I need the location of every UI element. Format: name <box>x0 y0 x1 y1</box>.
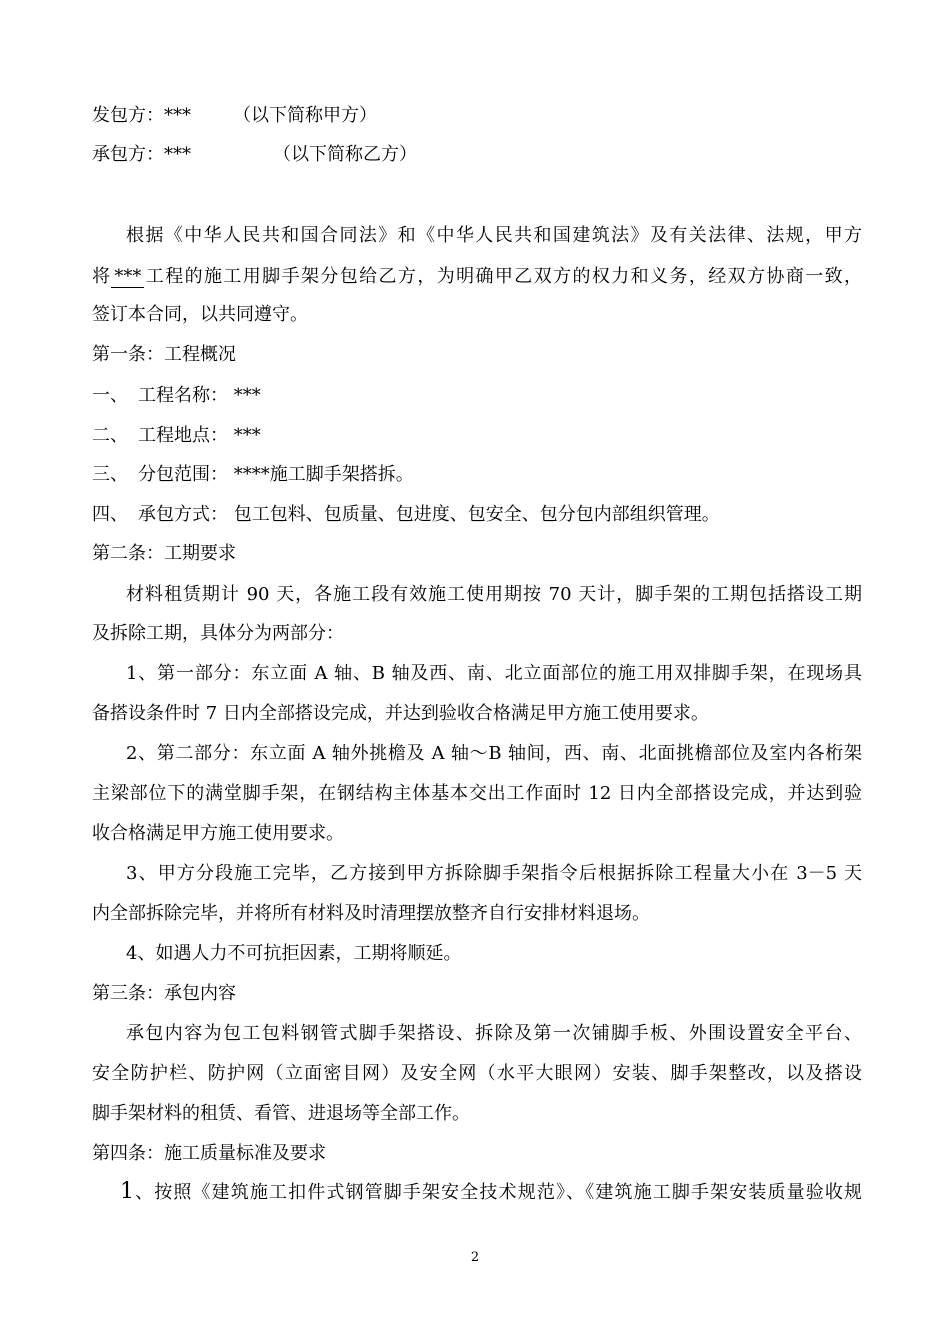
article-2-paragraph: 3、甲方分段施工完毕，乙方接到甲方拆除脚手架指令后根据拆除工程量大小在 3－5 天 <box>126 863 862 884</box>
article-2-paragraph: 内全部拆除完毕，并将所有材料及时清理摆放整齐自行安排材料退场。 <box>92 903 650 924</box>
party-a-label: 发包方：*** <box>92 105 191 126</box>
article-1-item <box>92 424 862 448</box>
article-4-title: 第四条：施工质量标准及要求 <box>92 1143 326 1164</box>
article-4-item-text: 、按照《建筑施工扣件式钢管脚手架安全技术规范》、《建筑施工脚手架安装质量验收规 <box>134 1182 862 1203</box>
article-2-paragraph: 及拆除工期，具体分为两部分： <box>92 623 344 644</box>
party-b-line <box>92 143 862 167</box>
article-2-paragraph: 材料租赁期计 90 天，各施工段有效施工使用期按 70 天计，脚手架的工期包括搭设工期 <box>126 584 862 605</box>
article-1-item <box>92 384 862 408</box>
item-number: 四、 <box>92 504 128 525</box>
article-3-paragraph: 承包内容为包工包料钢管式脚手架搭设、拆除及第一次铺脚手板、外围设置安全平台、 <box>126 1023 862 1044</box>
article-2-paragraph: 2、第二部分：东立面 A 轴外挑檐及 A 轴～B 轴间，西、南、北面挑檐部位及室内各桁架 <box>126 743 862 764</box>
article-1-item <box>92 503 862 527</box>
intro-line-2-prefix: 将 <box>92 266 112 287</box>
party-b-note: （以下简称乙方） <box>273 144 417 165</box>
article-2-paragraph: 主梁部位下的满堂脚手架，在钢结构主体基本交出工作面时 12 日内全部搭设完成，并达到验 <box>92 783 862 804</box>
article-4-item-number: 1 <box>120 1179 134 1204</box>
party-a-line <box>92 104 862 128</box>
article-3-paragraph: 安全防护栏、防护网（立面密目网）及安全网（水平大眼网）安装、脚手架整改，以及搭设 <box>92 1063 862 1084</box>
intro-line-2-rest: 工程的施工用脚手架分包给乙方，为明确甲乙双方的权力和义务，经双方协商一致， <box>144 266 863 287</box>
intro-line-2 <box>92 265 862 289</box>
article-3-paragraph: 脚手架材料的租赁、看管、进退场等全部工作。 <box>92 1103 470 1124</box>
item-text: 分包范围： ****施工脚手架搭拆。 <box>138 464 414 485</box>
article-1-title: 第一条：工程概况 <box>92 344 236 365</box>
article-4-paragraph <box>120 1180 862 1205</box>
item-number: 一、 <box>92 385 128 406</box>
item-number: 三、 <box>92 464 128 485</box>
article-2-paragraph: 4、如遇人力不可抗拒因素，工期将顺延。 <box>126 943 462 964</box>
item-number: 二、 <box>92 425 128 446</box>
item-text: 工程名称： *** <box>138 385 261 406</box>
party-b-label: 承包方：*** <box>92 144 191 165</box>
article-2-paragraph: 收合格满足甲方施工使用要求。 <box>92 823 344 844</box>
article-3-title: 第三条：承包内容 <box>92 983 236 1004</box>
article-2-title: 第二条：工期要求 <box>92 543 236 564</box>
item-text: 承包方式： 包工包料、包质量、包进度、包安全、包分包内部组织管理。 <box>138 504 720 525</box>
article-1-item <box>92 463 862 487</box>
item-text: 工程地点： *** <box>138 425 261 446</box>
project-name-blank: *** <box>111 267 144 288</box>
page-number: 2 <box>470 1250 480 1265</box>
article-2-paragraph: 1、第一部分：东立面 A 轴、B 轴及西、南、北立面部位的施工用双排脚手架，在现场具 <box>126 663 862 684</box>
party-a-note: （以下简称甲方） <box>233 105 377 126</box>
intro-line-3: 签订本合同，以共同遵守。 <box>92 304 308 325</box>
intro-line-1: 根据《中华人民共和国合同法》和《中华人民共和国建筑法》及有关法律、法规，甲方 <box>126 225 862 246</box>
article-2-paragraph: 备搭设条件时 7 日内全部搭设完成，并达到验收合格满足甲方施工使用要求。 <box>92 703 709 724</box>
